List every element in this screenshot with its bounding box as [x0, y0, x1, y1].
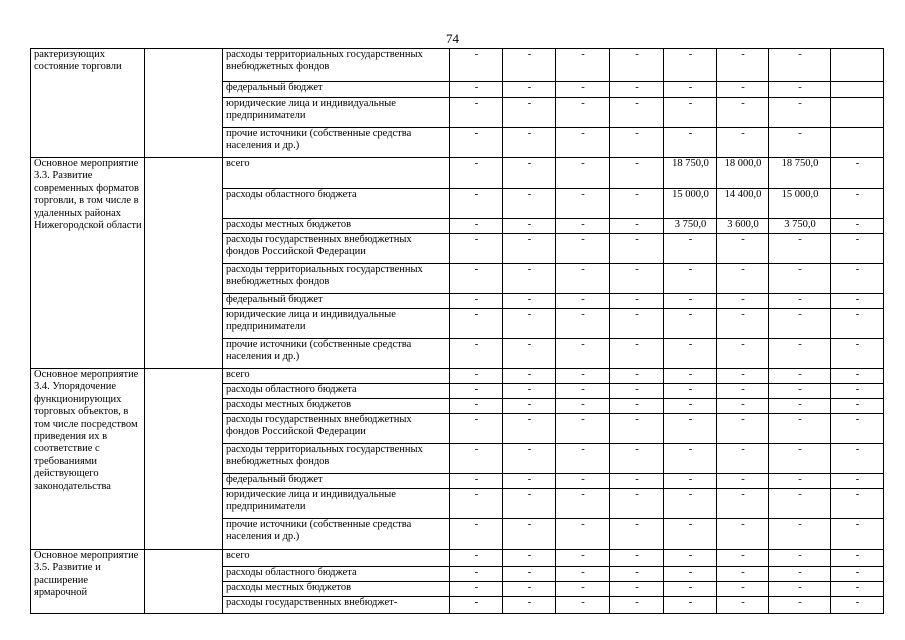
value-cell: - [664, 264, 717, 294]
value-cell: - [769, 550, 831, 567]
funding-source: всего [223, 550, 450, 567]
value-cell: - [664, 550, 717, 567]
value-cell: - [717, 550, 769, 567]
value-cell: - [717, 369, 769, 384]
value-cell: - [503, 567, 556, 582]
value-cell: - [717, 384, 769, 399]
value-cell: - [556, 567, 610, 582]
value-cell: - [450, 582, 503, 597]
value-cell: - [450, 294, 503, 309]
value-cell: - [450, 369, 503, 384]
value-cell: - [769, 519, 831, 550]
value-cell: - [556, 294, 610, 309]
executor-cell [145, 369, 223, 550]
value-cell: - [831, 597, 884, 614]
value-cell: - [450, 49, 503, 82]
measure-name: Основное мероприятие 3.5. Развитие и расширение ярмарочной [31, 550, 145, 614]
value-cell: - [556, 128, 610, 158]
value-cell: - [717, 582, 769, 597]
value-cell: - [450, 384, 503, 399]
value-cell: 15 000,0 [769, 189, 831, 219]
value-cell: 18 000,0 [717, 158, 769, 189]
value-cell: - [503, 489, 556, 519]
executor-cell [145, 158, 223, 369]
value-cell: - [610, 582, 664, 597]
value-cell: - [450, 414, 503, 444]
funding-source: федеральный бюджет [223, 294, 450, 309]
value-cell: - [610, 49, 664, 82]
value-cell: - [717, 49, 769, 82]
value-cell: - [769, 399, 831, 414]
value-cell: - [503, 234, 556, 264]
value-cell: - [664, 294, 717, 309]
value-cell: - [450, 98, 503, 128]
funding-source: расходы государственных внебюджетных фондов Российской Федерации [223, 234, 450, 264]
funding-source: расходы территориальных государственных внебюджетных фондов [223, 49, 450, 82]
value-cell: 14 400,0 [717, 189, 769, 219]
value-cell: - [831, 519, 884, 550]
value-cell: - [769, 309, 831, 339]
table-row [31, 49, 884, 82]
value-cell: - [831, 369, 884, 384]
value-cell: - [503, 189, 556, 219]
value-cell: - [610, 158, 664, 189]
funding-source: расходы областного бюджета [223, 189, 450, 219]
value-cell: - [717, 82, 769, 98]
value-cell: - [556, 189, 610, 219]
funding-source: расходы территориальных государственных внебюджетных фондов [223, 444, 450, 474]
value-cell: - [503, 384, 556, 399]
value-cell: - [556, 414, 610, 444]
value-cell: - [717, 489, 769, 519]
value-cell: - [769, 489, 831, 519]
value-cell [831, 128, 884, 158]
value-cell: - [831, 550, 884, 567]
value-cell: - [664, 597, 717, 614]
funding-source: расходы местных бюджетов [223, 399, 450, 414]
value-cell [831, 82, 884, 98]
funding-source: расходы территориальных государственных внебюджетных фондов [223, 264, 450, 294]
value-cell: 18 750,0 [769, 158, 831, 189]
page-number: 74 [446, 31, 459, 46]
value-cell: - [503, 49, 556, 82]
value-cell: - [769, 369, 831, 384]
value-cell: - [610, 474, 664, 489]
value-cell: - [664, 414, 717, 444]
value-cell: - [769, 82, 831, 98]
value-cell: - [831, 399, 884, 414]
value-cell: - [664, 128, 717, 158]
value-cell: - [610, 567, 664, 582]
value-cell: - [664, 489, 717, 519]
value-cell: - [664, 519, 717, 550]
value-cell: - [450, 474, 503, 489]
value-cell: - [664, 582, 717, 597]
value-cell: - [610, 444, 664, 474]
value-cell: - [503, 474, 556, 489]
value-cell: - [664, 384, 717, 399]
value-cell: - [831, 219, 884, 234]
funding-source: всего [223, 369, 450, 384]
table-row [31, 158, 884, 189]
value-cell: - [664, 339, 717, 369]
funding-source: расходы областного бюджета [223, 384, 450, 399]
value-cell: - [503, 158, 556, 189]
value-cell: - [450, 567, 503, 582]
value-cell: - [503, 414, 556, 444]
value-cell: - [831, 567, 884, 582]
value-cell: - [769, 49, 831, 82]
value-cell: - [503, 582, 556, 597]
measure-name: Основное мероприятие 3.3. Развитие современных форматов торговли, в том числе в удаленных районах Нижегородской области [31, 158, 145, 369]
funding-source: федеральный бюджет [223, 82, 450, 98]
value-cell: - [831, 264, 884, 294]
value-cell: - [717, 414, 769, 444]
funding-source: юридические лица и индивидуальные предприниматели [223, 98, 450, 128]
table-row [31, 550, 884, 567]
executor-cell [145, 550, 223, 614]
value-cell: - [450, 519, 503, 550]
value-cell: - [717, 519, 769, 550]
value-cell: 3 750,0 [664, 219, 717, 234]
value-cell: - [831, 294, 884, 309]
value-cell [831, 49, 884, 82]
value-cell: - [556, 550, 610, 567]
value-cell: - [556, 339, 610, 369]
value-cell: - [503, 219, 556, 234]
value-cell: - [450, 128, 503, 158]
funding-source: юридические лица и индивидуальные предприниматели [223, 309, 450, 339]
value-cell: - [664, 444, 717, 474]
value-cell: - [664, 399, 717, 414]
value-cell: 3 600,0 [717, 219, 769, 234]
value-cell: - [503, 550, 556, 567]
value-cell: - [769, 384, 831, 399]
value-cell: - [610, 384, 664, 399]
funding-source: расходы государственных внебюджет- [223, 597, 450, 614]
value-cell: - [610, 219, 664, 234]
value-cell: - [831, 582, 884, 597]
value-cell: - [831, 489, 884, 519]
value-cell: - [556, 582, 610, 597]
value-cell: - [664, 49, 717, 82]
value-cell: - [556, 158, 610, 189]
value-cell: - [556, 98, 610, 128]
value-cell: - [664, 309, 717, 339]
funding-source: федеральный бюджет [223, 474, 450, 489]
value-cell: - [664, 82, 717, 98]
value-cell: - [610, 98, 664, 128]
value-cell: - [717, 567, 769, 582]
value-cell: - [450, 489, 503, 519]
value-cell: - [503, 98, 556, 128]
value-cell: - [450, 82, 503, 98]
value-cell: - [450, 339, 503, 369]
value-cell: - [610, 128, 664, 158]
value-cell: - [556, 399, 610, 414]
value-cell: - [450, 264, 503, 294]
value-cell: - [556, 444, 610, 474]
budget-table [30, 48, 884, 614]
value-cell: - [769, 98, 831, 128]
value-cell: - [503, 128, 556, 158]
value-cell: - [664, 234, 717, 264]
value-cell: - [503, 399, 556, 414]
value-cell: - [503, 294, 556, 309]
value-cell: 3 750,0 [769, 219, 831, 234]
value-cell: - [503, 597, 556, 614]
value-cell: - [556, 597, 610, 614]
value-cell: - [556, 384, 610, 399]
value-cell: - [450, 219, 503, 234]
value-cell: - [556, 219, 610, 234]
value-cell: - [610, 489, 664, 519]
value-cell: - [664, 98, 717, 128]
value-cell: - [769, 294, 831, 309]
executor-cell [145, 49, 223, 158]
value-cell: - [503, 82, 556, 98]
value-cell: - [831, 189, 884, 219]
funding-source: расходы областного бюджета [223, 567, 450, 582]
value-cell: - [503, 444, 556, 474]
value-cell: - [610, 369, 664, 384]
value-cell: - [450, 309, 503, 339]
value-cell: - [450, 158, 503, 189]
value-cell: - [610, 399, 664, 414]
value-cell: - [717, 309, 769, 339]
value-cell: - [450, 399, 503, 414]
value-cell: - [769, 567, 831, 582]
value-cell: - [717, 474, 769, 489]
value-cell: - [610, 597, 664, 614]
table-row [31, 369, 884, 384]
value-cell: - [717, 597, 769, 614]
value-cell: - [664, 474, 717, 489]
value-cell: - [556, 49, 610, 82]
value-cell: - [769, 597, 831, 614]
value-cell: - [769, 444, 831, 474]
value-cell: - [503, 339, 556, 369]
value-cell: - [769, 474, 831, 489]
value-cell: - [610, 339, 664, 369]
value-cell: - [717, 98, 769, 128]
value-cell: - [556, 369, 610, 384]
value-cell: - [610, 82, 664, 98]
value-cell: - [831, 339, 884, 369]
value-cell: - [610, 234, 664, 264]
value-cell: - [717, 339, 769, 369]
value-cell: - [450, 597, 503, 614]
value-cell: - [769, 234, 831, 264]
value-cell: - [717, 399, 769, 414]
value-cell: - [769, 264, 831, 294]
value-cell: - [610, 264, 664, 294]
value-cell: - [610, 519, 664, 550]
value-cell: - [450, 550, 503, 567]
value-cell: - [556, 82, 610, 98]
funding-source: всего [223, 158, 450, 189]
value-cell: - [556, 264, 610, 294]
value-cell: - [769, 128, 831, 158]
funding-source: расходы государственных внебюджетных фондов Российской Федерации [223, 414, 450, 444]
funding-source: прочие источники (собственные средства населения и др.) [223, 519, 450, 550]
value-cell: - [717, 294, 769, 309]
value-cell: - [503, 369, 556, 384]
value-cell: - [503, 264, 556, 294]
value-cell: - [717, 444, 769, 474]
value-cell: - [664, 567, 717, 582]
funding-source: расходы местных бюджетов [223, 219, 450, 234]
value-cell: - [556, 489, 610, 519]
value-cell: - [450, 444, 503, 474]
value-cell: 18 750,0 [664, 158, 717, 189]
value-cell [831, 98, 884, 128]
measure-name: рактеризующих состояние торговли [31, 49, 145, 158]
value-cell: - [831, 158, 884, 189]
value-cell: 15 000,0 [664, 189, 717, 219]
value-cell: - [610, 294, 664, 309]
funding-source: прочие источники (собственные средства населения и др.) [223, 339, 450, 369]
value-cell: - [831, 309, 884, 339]
value-cell: - [503, 309, 556, 339]
value-cell: - [450, 189, 503, 219]
value-cell: - [769, 414, 831, 444]
value-cell: - [717, 234, 769, 264]
funding-source: расходы местных бюджетов [223, 582, 450, 597]
value-cell: - [717, 128, 769, 158]
value-cell: - [610, 550, 664, 567]
value-cell: - [503, 519, 556, 550]
value-cell: - [610, 309, 664, 339]
value-cell: - [556, 309, 610, 339]
value-cell: - [831, 414, 884, 444]
measure-name: Основное мероприятие 3.4. Упорядочение функционирующих торговых объектов, в том числе посредством приведения их в соответствие с требованиями действующего законодательства [31, 369, 145, 550]
value-cell: - [831, 474, 884, 489]
value-cell: - [664, 369, 717, 384]
value-cell: - [556, 234, 610, 264]
value-cell: - [556, 474, 610, 489]
value-cell: - [556, 519, 610, 550]
value-cell: - [831, 444, 884, 474]
value-cell: - [717, 264, 769, 294]
value-cell: - [831, 384, 884, 399]
value-cell: - [831, 234, 884, 264]
value-cell: - [769, 339, 831, 369]
value-cell: - [610, 414, 664, 444]
funding-source: юридические лица и индивидуальные предприниматели [223, 489, 450, 519]
value-cell: - [610, 189, 664, 219]
value-cell: - [450, 234, 503, 264]
funding-source: прочие источники (собственные средства населения и др.) [223, 128, 450, 158]
value-cell: - [769, 582, 831, 597]
